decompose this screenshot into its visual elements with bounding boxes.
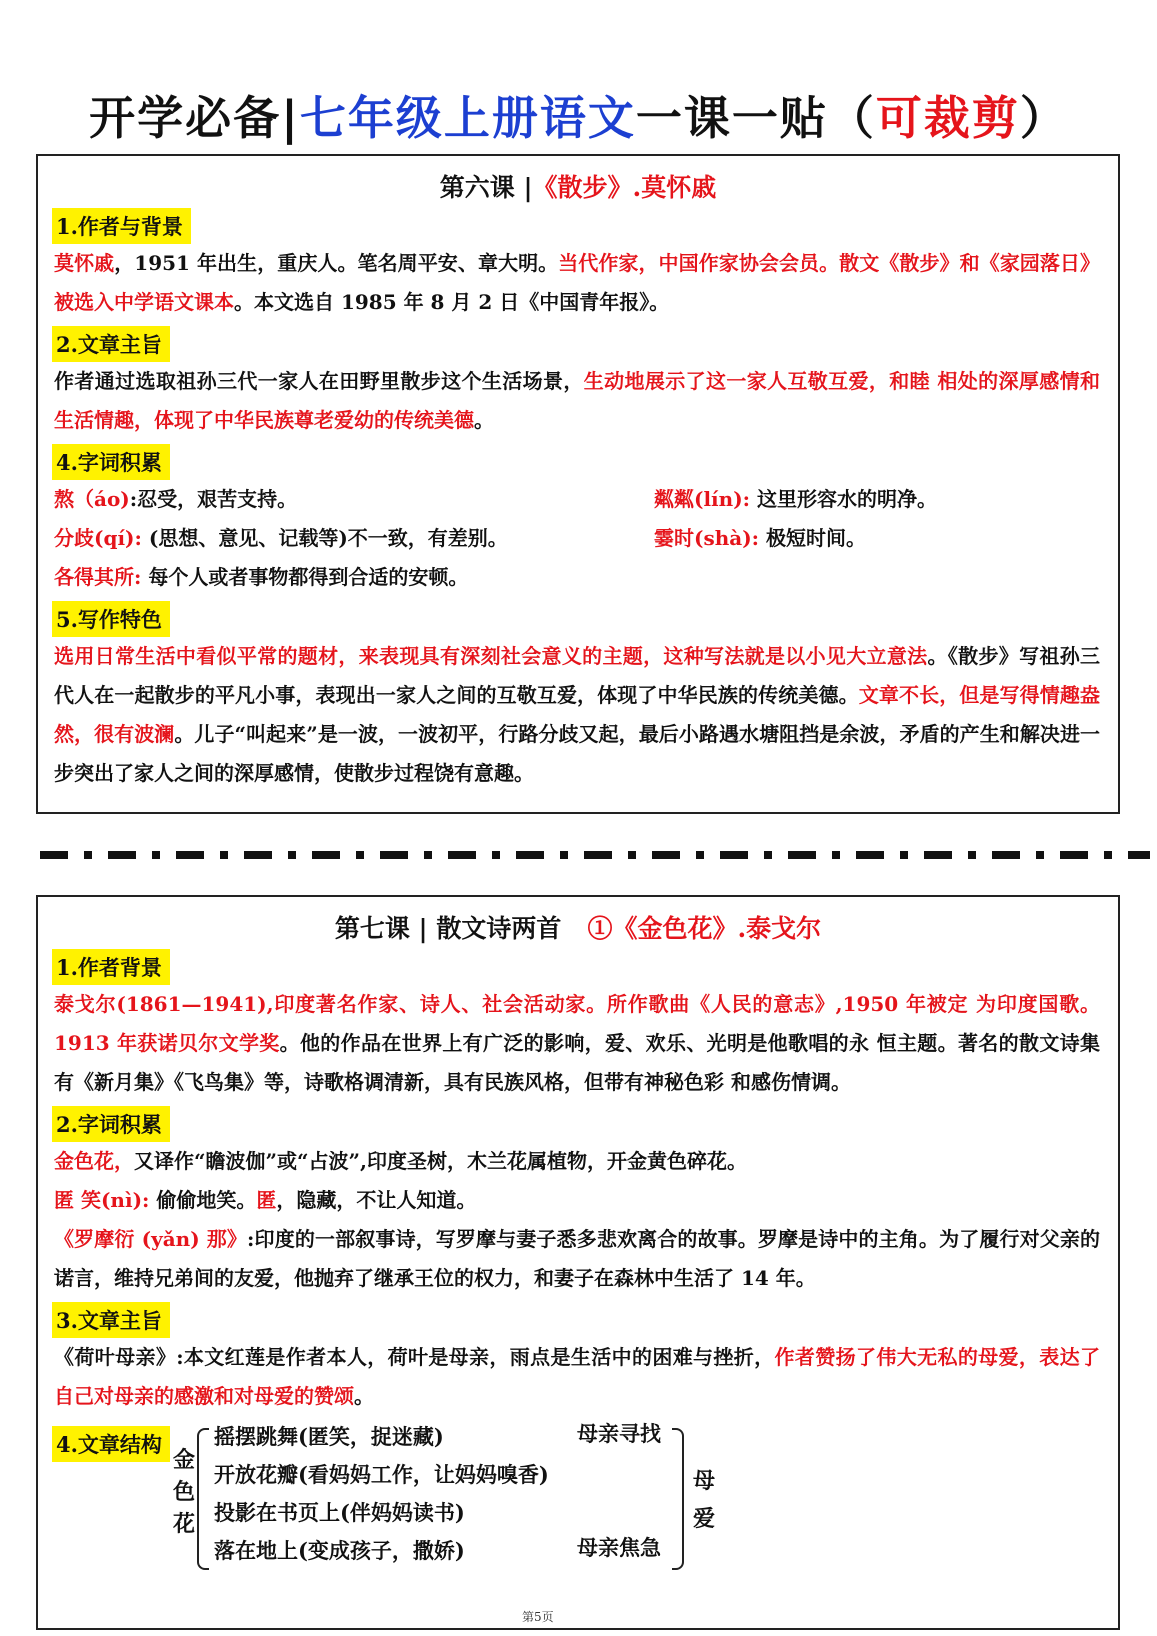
vocab7-line-2 (54, 1181, 1100, 1220)
vocab-term-fenqi: 分歧(qí): (54, 526, 142, 550)
section-author-background: 1.作者与背景 (52, 208, 191, 244)
author-text-3: 。本文选自 1985 年 8 月 2 日《中国青年报》。 (234, 290, 670, 314)
writing-features-paragraph (54, 637, 1100, 793)
page-number: 第5页 (522, 1610, 554, 1624)
section-writing-features: 5.写作特色 (52, 601, 170, 637)
vocab-def-fenqi: (思想、意见、记载等)不一致，有差别。 (141, 526, 508, 550)
title-part-5: ） (1019, 91, 1068, 145)
vocab-term-linlin: 粼粼(lín): (654, 487, 751, 511)
vocab7-line-3 (54, 1220, 1100, 1298)
vocab-def-nixiao: 偷偷地笑。 (149, 1188, 257, 1212)
vocab-term-jinsehua: 金色花， (54, 1149, 134, 1173)
side-char-3: 花 (172, 1511, 195, 1537)
vocab-def-shashi: 极短时间。 (759, 526, 867, 550)
section-author-background-7: 1.作者背景 (52, 949, 170, 985)
author-name: 莫怀戚 (54, 251, 115, 275)
lesson-6-title-num: 第六课 | (439, 173, 533, 202)
structure-item-1: 摇摆跳舞(匿笑，捉迷藏) (214, 1424, 444, 1449)
lesson-7-card (36, 895, 1120, 1630)
main-idea-text-2: 生动地展示了这一家人互敬互爱，和睦 相处的深厚感情和生活情趣，体现了中华民族尊老爱幼的传统美德 (54, 369, 1100, 432)
author-paragraph (54, 244, 1100, 322)
vocab-def-linlin: 这里形容水的明净。 (750, 487, 938, 511)
title-part-3: 一课一贴（ (635, 91, 876, 145)
section-vocabulary-7: 2.字词积累 (52, 1106, 170, 1142)
vocab-def-gedeqisuo: 每个人或者事物都得到合适的安顿。 (141, 565, 469, 589)
love-char-2: 爱 (692, 1506, 715, 1532)
structure-item-4: 落在地上(变成孩子，撒娇) (214, 1538, 465, 1563)
lesson-6-card (36, 154, 1120, 814)
structure-love-label (692, 1462, 716, 1538)
vocab-term-ni: 匿 (256, 1188, 277, 1212)
lesson-6-title-name: 《散步》.莫怀戚 (532, 173, 717, 202)
lesson-6-title (38, 168, 1118, 204)
heye-text-3: 。 (354, 1384, 374, 1408)
structure-items (214, 1418, 549, 1570)
heye-paragraph (54, 1338, 1100, 1416)
side-char-2: 色 (172, 1479, 195, 1505)
writing-text-1: 选用日常生活中看似平常的题材，来表现具有深刻社会意义的主题，这种写法就是以小见大立意法 (54, 644, 928, 668)
heye-text-2: 作者赞扬了伟大无私的母爱，表达了自己对母亲的感激和对母爱的赞颂 (54, 1345, 1101, 1408)
writing-text-4: 。儿子“叫起来”是一波，一波初平，行路分歧又起，最后小路遇水塘阻挡是余波，矛盾的产生和解决进一步突出了家人之间的深厚感情，使散步过程饶有意趣。 (54, 722, 1101, 785)
author-text-1: ，1951 年出生，重庆人。笔名周平安、章大明。 (114, 251, 559, 275)
page-title (0, 82, 1157, 148)
section-vocabulary: 4.字词积累 (52, 444, 170, 480)
vocab-def-jinsehua: 又译作“瞻波伽”或“占波”,印度圣树，木兰花属植物，开金黄色碎花。 (134, 1149, 747, 1173)
structure-right-1: 母亲寻找 (577, 1421, 661, 1446)
vocab-def-ni: ，隐藏，不让人知道。 (276, 1188, 477, 1212)
heye-text-1: 《荷叶母亲》:本文红莲是作者本人，荷叶是母亲，雨点是生活中的困难与挫折， (54, 1345, 775, 1369)
section-main-idea: 2.文章主旨 (52, 326, 170, 362)
tagore-text-2: 。他的作品在世界上有广泛的影响，爱、欢乐、光明是他歌唱的永 恒主题。著名的散文诗集有《新月集》《飞鸟集》等，诗歌格调清新，具有民族风格，但带有神秘色彩 和感伤情调。 (54, 1031, 1100, 1094)
writing-text-2: 。《散步》写祖孙三代人在一起散步的平凡小事，表现出一家人之间的互敬互爱，体现了中华民族的传统美德。 (54, 644, 1101, 707)
structure-item-3: 投影在书页上(伴妈妈读书) (214, 1500, 465, 1525)
main-idea-text-3: 。 (474, 408, 494, 432)
vocab-row-2 (54, 519, 1100, 558)
side-char-1: 金 (172, 1447, 195, 1473)
main-idea-paragraph (54, 362, 1100, 440)
section-structure: 4.文章结构 (52, 1426, 170, 1462)
author-text-2: 当代作家，中国作家协会会员。散文《散步》和《家园落日》被选入中学语文课本 (54, 251, 1101, 314)
vocab-def-ao: :忍受，艰苦支持。 (129, 487, 298, 511)
vocab-row-3 (54, 558, 1100, 597)
vocab-def-ramayana: :印度的一部叙事诗，写罗摩与妻子悉多悲欢离合的故事。罗摩是诗中的主角。为了履行对父亲的诺言，维持兄弟间的友爱，他抛弃了继承王位的权力，和妻子在森林中生活了 14 年。 (54, 1227, 1100, 1290)
lesson-7-title-num: 第七课 | 散文诗两首 (334, 914, 562, 943)
title-part-2: 七年级上册语文 (299, 91, 636, 145)
love-char-1: 母 (692, 1468, 715, 1494)
main-idea-text-1: 作者通过选取祖孙三代一家人在田野里散步这个生活场景， (54, 369, 584, 393)
right-brace (672, 1428, 684, 1570)
tagore-paragraph (54, 985, 1100, 1102)
structure-side-label (172, 1444, 196, 1540)
vocab-row-1 (54, 480, 1100, 519)
cut-line-divider (40, 851, 1150, 859)
vocab-term-shashi: 霎时(shà): (654, 526, 760, 550)
title-part-1: 开学必备| (89, 91, 300, 145)
vocab-term-ramayana: 《罗摩衍 (yǎn) 那》 (54, 1227, 248, 1251)
vocab-term-gedeqisuo: 各得其所: (54, 565, 142, 589)
vocab-term-ao: 熬（áo) (54, 487, 130, 511)
structure-right-2: 母亲焦急 (577, 1535, 661, 1560)
left-brace (197, 1428, 209, 1570)
title-part-4: 可裁剪 (875, 91, 1020, 145)
lesson-7-title (38, 909, 1118, 945)
tagore-text-1: 泰戈尔(1861—1941),印度著名作家、诗人、社会活动家。所作歌曲《人民的意志》,1950 年被定 为印度国歌。1913 年获诺贝尔文学奖 (54, 992, 1100, 1055)
structure-item-2: 开放花瓣(看妈妈工作，让妈妈嗅香) (214, 1462, 549, 1487)
vocab-term-nixiao: 匿 笑(nì): (54, 1188, 150, 1212)
lesson-7-title-name: ①《金色花》.泰戈尔 (587, 914, 822, 943)
writing-text-3: 文章不长，但是写得情趣盎然，很有波澜 (54, 683, 1101, 746)
article-structure (52, 1418, 1118, 1568)
vocab7-line-1 (54, 1142, 1100, 1181)
section-main-idea-7: 3.文章主旨 (52, 1302, 170, 1338)
